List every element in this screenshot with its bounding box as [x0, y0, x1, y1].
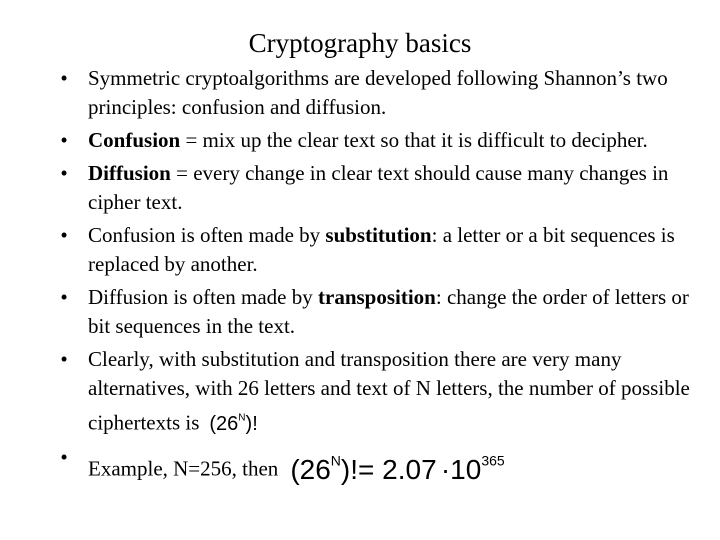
- formula-close: )!: [245, 412, 258, 435]
- bullet-text: Confusion is often made by: [88, 223, 326, 247]
- bullet-term: Confusion: [88, 128, 181, 152]
- bullet-text: Example, N=256, then: [88, 455, 279, 480]
- bullet-term: substitution: [325, 223, 432, 247]
- bullet-text: = mix up the clear text so that it is difficult to decipher.: [180, 128, 648, 152]
- formula-dot: ·: [440, 453, 451, 485]
- bullet-dot: •: [60, 285, 68, 309]
- bullet-dot: •: [60, 161, 68, 185]
- formula-base: (26: [290, 453, 331, 485]
- bullet-item: [0, 283, 720, 341]
- bullet-text: : a letter or a bit sequences is replaced by another.: [88, 223, 675, 276]
- formula-exponent: N: [238, 412, 246, 423]
- bullet-text: : change the order of letters or bit sequences in the text.: [88, 285, 689, 338]
- bullet-text: = every change in clear text should cause many changes in cipher text.: [88, 161, 669, 214]
- bullet-item: [0, 345, 720, 439]
- bullet-item: [0, 64, 720, 122]
- formula-close: )!= 2.07: [340, 453, 437, 485]
- bullet-item: [0, 443, 720, 483]
- bullet-term: Diffusion: [88, 161, 171, 185]
- formula-ten: 10: [450, 453, 482, 485]
- formula-base: (26: [209, 412, 239, 435]
- bullet-text: Symmetric cryptoalgorithms are developed following Shannon’s two principles: confusion and diffusion.: [88, 66, 668, 119]
- formula-ten-exponent: 365: [481, 452, 505, 469]
- slide-title: Cryptography basics: [248, 28, 472, 58]
- bullet-text: Clearly, with substitution and transposition there are very many alternatives, with 26 letters and text of N letters, the number of possible ciphertexts is: [88, 347, 690, 435]
- formula-example-result: [290, 454, 504, 485]
- bullet-dot: •: [60, 128, 68, 152]
- bullet-dot: •: [60, 347, 68, 371]
- bullet-item: [0, 126, 720, 155]
- bullet-dot: •: [60, 223, 68, 247]
- bullet-item: [0, 221, 720, 279]
- bullet-term: transposition: [318, 285, 436, 309]
- bullet-list: [0, 64, 720, 483]
- formula-ciphertext-count: [209, 413, 257, 435]
- formula-exponent: N: [330, 452, 341, 469]
- bullet-dot: •: [60, 66, 68, 90]
- bullet-item: [0, 159, 720, 217]
- bullet-dot: •: [60, 444, 68, 469]
- bullet-text: Diffusion is often made by: [88, 285, 318, 309]
